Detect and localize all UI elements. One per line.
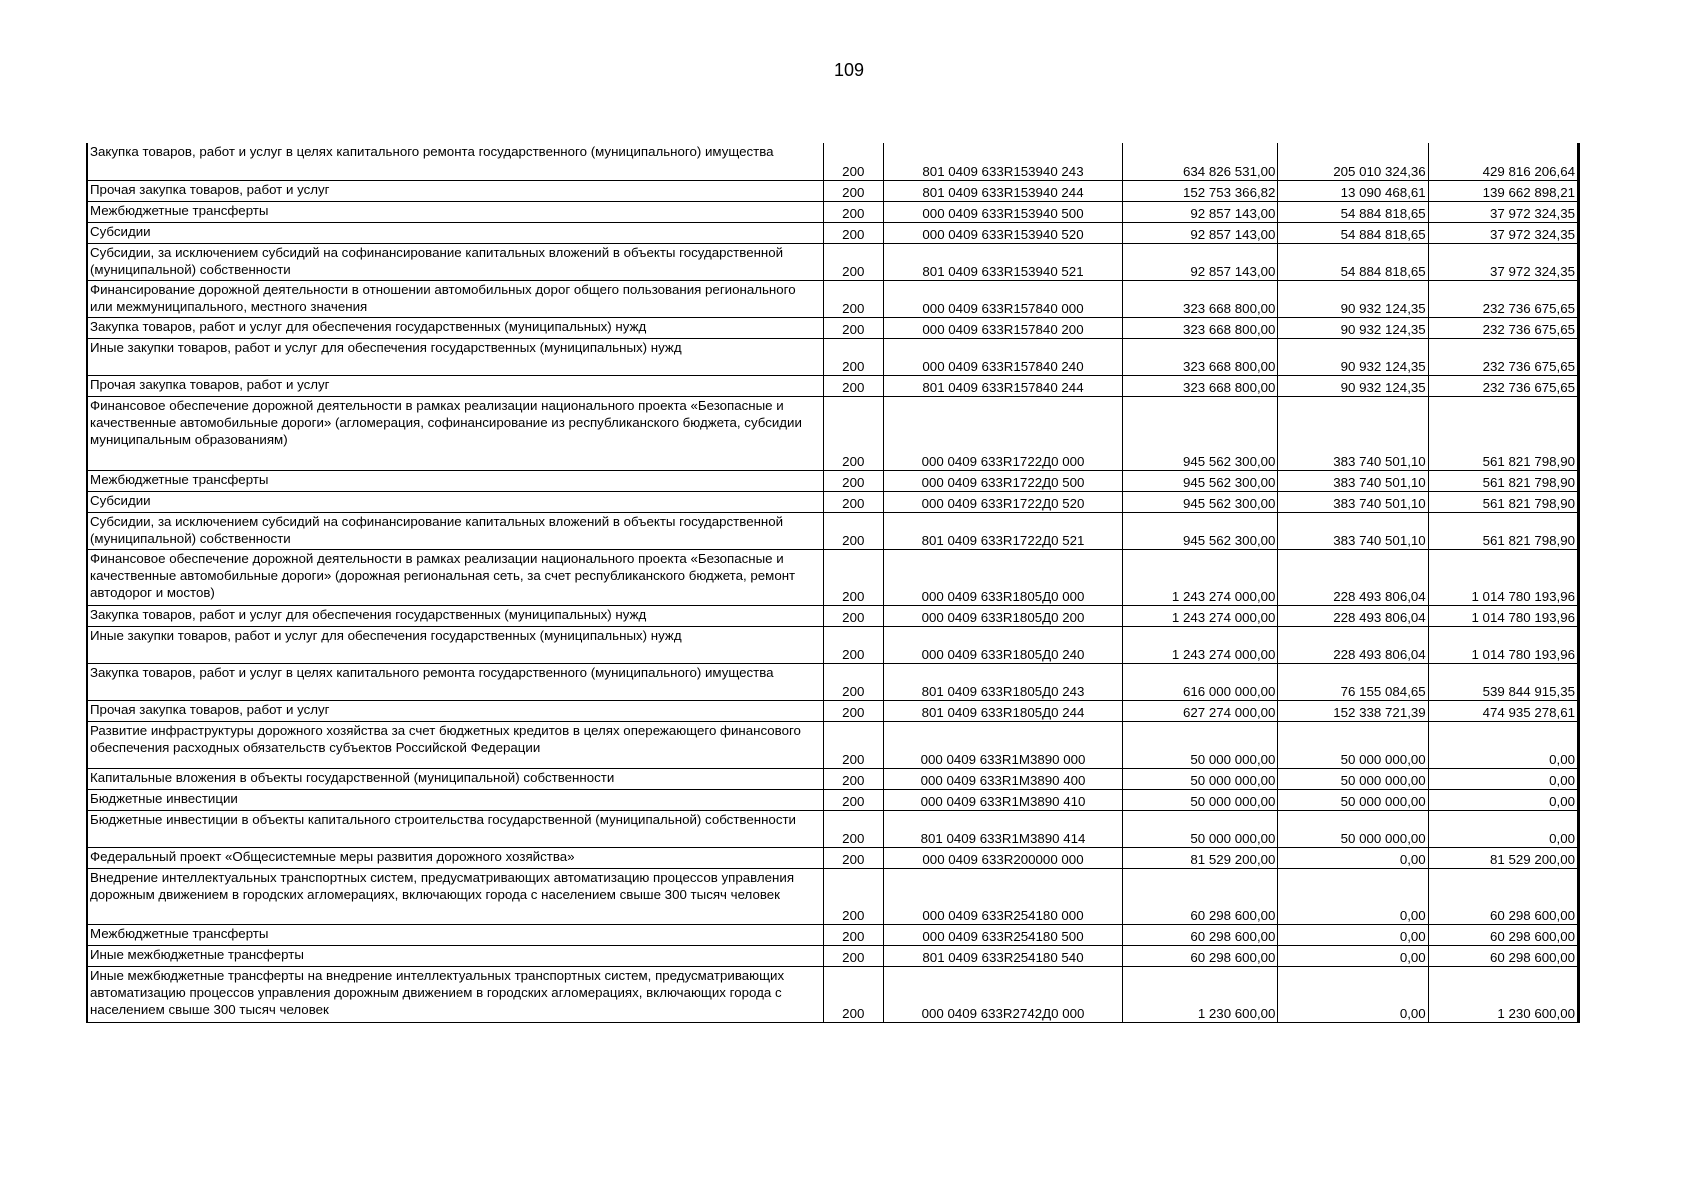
row-approved-amount-cell: 50 000 000,00 [1123,768,1278,789]
row-code-cell: 200 [823,317,883,338]
row-name-cell [87,180,823,201]
row-approved-amount-cell: 60 298 600,00 [1123,868,1278,924]
row-approved-amount-cell: 634 826 531,00 [1123,143,1278,180]
row-classification-code-cell: 000 0409 633R157840 200 [883,317,1122,338]
row-approved-amount-cell: 1 243 274 000,00 [1123,549,1278,605]
row-classification-code-cell: 000 0409 633R254180 500 [883,924,1122,945]
row-name-cell [87,768,823,789]
table-row [87,338,1579,375]
row-name-text: Субсидии [90,223,151,239]
row-classification-code-cell: 000 0409 633R1722Д0 500 [883,470,1122,491]
row-classification-code-cell: 801 0409 633R153940 243 [883,143,1122,180]
row-code-cell: 200 [823,375,883,396]
table-row [87,201,1579,222]
row-code-cell: 200 [823,243,883,280]
table-row [87,470,1579,491]
row-name-cell [87,966,823,1022]
row-approved-amount-cell: 1 243 274 000,00 [1123,605,1278,626]
row-name-cell [87,470,823,491]
row-executed-amount-cell: 90 932 124,35 [1278,375,1428,396]
row-classification-code-cell: 000 0409 633R157840 000 [883,280,1122,317]
row-approved-amount-cell: 616 000 000,00 [1123,663,1278,700]
row-unexecuted-amount-cell: 1 014 780 193,96 [1428,626,1578,663]
row-executed-amount-cell: 0,00 [1278,924,1428,945]
row-executed-amount-cell: 152 338 721,39 [1278,700,1428,721]
row-code-cell: 200 [823,663,883,700]
row-executed-amount-cell: 50 000 000,00 [1278,810,1428,847]
row-name-text: Бюджетные инвестиции [90,790,238,806]
table-row [87,512,1579,549]
row-name-text: Межбюджетные трансферты [90,202,269,218]
row-unexecuted-amount-cell: 1 014 780 193,96 [1428,605,1578,626]
row-unexecuted-amount-cell: 0,00 [1428,810,1578,847]
row-name-text: Капитальные вложения в объекты государственной (муниципальной) собственности [90,769,615,785]
row-unexecuted-amount-cell: 561 821 798,90 [1428,512,1578,549]
row-name-cell [87,924,823,945]
row-executed-amount-cell: 0,00 [1278,847,1428,868]
table-row [87,180,1579,201]
row-classification-code-cell: 000 0409 633R1722Д0 520 [883,491,1122,512]
row-code-cell: 200 [823,280,883,317]
row-executed-amount-cell: 383 740 501,10 [1278,491,1428,512]
row-executed-amount-cell: 383 740 501,10 [1278,396,1428,470]
row-name-cell [87,721,823,768]
table-row [87,317,1579,338]
row-approved-amount-cell: 50 000 000,00 [1123,721,1278,768]
row-unexecuted-amount-cell: 37 972 324,35 [1428,222,1578,243]
page-number: 109 [833,60,865,80]
row-code-cell: 200 [823,966,883,1022]
row-executed-amount-cell: 0,00 [1278,966,1428,1022]
row-name-text: Субсидии, за исключением субсидий на софинансирование капитальных вложений в объекты государственной (муниципальной) собственности [90,244,784,277]
row-classification-code-cell: 801 0409 633R157840 244 [883,375,1122,396]
row-unexecuted-amount-cell: 60 298 600,00 [1428,868,1578,924]
row-executed-amount-cell: 50 000 000,00 [1278,721,1428,768]
row-classification-code-cell: 801 0409 633R153940 521 [883,243,1122,280]
row-executed-amount-cell: 383 740 501,10 [1278,512,1428,549]
row-approved-amount-cell: 92 857 143,00 [1123,243,1278,280]
row-classification-code-cell: 000 0409 633R1805Д0 000 [883,549,1122,605]
row-name-text: Межбюджетные трансферты [90,471,269,487]
row-code-cell: 200 [823,470,883,491]
row-approved-amount-cell: 627 274 000,00 [1123,700,1278,721]
row-executed-amount-cell: 50 000 000,00 [1278,768,1428,789]
row-name-cell [87,810,823,847]
row-executed-amount-cell: 54 884 818,65 [1278,222,1428,243]
row-name-cell [87,143,823,180]
row-approved-amount-cell: 60 298 600,00 [1123,924,1278,945]
row-executed-amount-cell: 90 932 124,35 [1278,280,1428,317]
row-classification-code-cell: 000 0409 633R2742Д0 000 [883,966,1122,1022]
row-unexecuted-amount-cell: 232 736 675,65 [1428,280,1578,317]
row-name-cell [87,338,823,375]
row-name-cell [87,549,823,605]
table-row [87,243,1579,280]
row-approved-amount-cell: 50 000 000,00 [1123,810,1278,847]
table-row [87,549,1579,605]
row-code-cell: 200 [823,924,883,945]
row-code-cell: 200 [823,626,883,663]
row-approved-amount-cell: 945 562 300,00 [1123,512,1278,549]
row-unexecuted-amount-cell: 232 736 675,65 [1428,338,1578,375]
table-row [87,605,1579,626]
row-code-cell: 200 [823,201,883,222]
table-row [87,789,1579,810]
row-unexecuted-amount-cell: 81 529 200,00 [1428,847,1578,868]
row-executed-amount-cell: 76 155 084,65 [1278,663,1428,700]
row-name-text: Закупка товаров, работ и услуг для обеспечения государственных (муниципальных) нужд [90,606,647,622]
row-approved-amount-cell: 92 857 143,00 [1123,201,1278,222]
row-name-text: Финансовое обеспечение дорожной деятельности в рамках реализации национального проекта «Безопасные и качественные автомобильные дороги» (агломерация, софинансирование из республиканского бюджета, субсидии муниципальным образованиям) [90,397,802,447]
row-approved-amount-cell: 50 000 000,00 [1123,789,1278,810]
row-approved-amount-cell: 323 668 800,00 [1123,375,1278,396]
row-code-cell: 200 [823,180,883,201]
row-classification-code-cell: 000 0409 633R1805Д0 240 [883,626,1122,663]
row-approved-amount-cell: 152 753 366,82 [1123,180,1278,201]
row-executed-amount-cell: 228 493 806,04 [1278,605,1428,626]
row-executed-amount-cell: 13 090 468,61 [1278,180,1428,201]
row-code-cell: 200 [823,549,883,605]
row-code-cell: 200 [823,789,883,810]
row-name-text: Федеральный проект «Общесистемные меры развития дорожного хозяйства» [90,848,575,864]
row-name-text: Закупка товаров, работ и услуг в целях капитального ремонта государственного (муниципального) имущества [90,144,774,159]
row-name-text: Иные межбюджетные трансферты [90,946,304,962]
row-name-cell [87,375,823,396]
row-code-cell: 200 [823,847,883,868]
row-classification-code-cell: 801 0409 633R1805Д0 244 [883,700,1122,721]
row-code-cell: 200 [823,605,883,626]
row-name-text: Иные межбюджетные трансферты на внедрение интеллектуальных транспортных систем, предусматривающих автоматизацию процессов управления дорожным движением в городских агломерациях, включающих города с населением свыше 300 тысяч человек [90,967,785,1017]
table-body [87,143,1579,1022]
table-row [87,721,1579,768]
row-classification-code-cell: 000 0409 633R254180 000 [883,868,1122,924]
row-classification-code-cell: 000 0409 633R200000 000 [883,847,1122,868]
row-code-cell: 200 [823,868,883,924]
row-code-cell: 200 [823,338,883,375]
row-approved-amount-cell: 81 529 200,00 [1123,847,1278,868]
row-executed-amount-cell: 205 010 324,36 [1278,143,1428,180]
row-name-text: Прочая закупка товаров, работ и услуг [90,376,330,392]
row-unexecuted-amount-cell: 561 821 798,90 [1428,470,1578,491]
row-classification-code-cell: 801 0409 633R254180 540 [883,945,1122,966]
row-unexecuted-amount-cell: 1 230 600,00 [1428,966,1578,1022]
row-name-cell [87,700,823,721]
row-code-cell: 200 [823,945,883,966]
table-row [87,375,1579,396]
row-executed-amount-cell: 50 000 000,00 [1278,789,1428,810]
row-name-cell [87,605,823,626]
table-row [87,280,1579,317]
row-classification-code-cell: 000 0409 633R157840 240 [883,338,1122,375]
row-name-text: Бюджетные инвестиции в объекты капитального строительства государственной (муниципальной) собственности [90,811,796,827]
row-unexecuted-amount-cell: 139 662 898,21 [1428,180,1578,201]
row-name-text: Субсидии [90,492,151,508]
row-unexecuted-amount-cell: 429 816 206,64 [1428,143,1578,180]
row-executed-amount-cell: 0,00 [1278,945,1428,966]
row-unexecuted-amount-cell: 232 736 675,65 [1428,317,1578,338]
row-unexecuted-amount-cell: 539 844 915,35 [1428,663,1578,700]
row-unexecuted-amount-cell: 37 972 324,35 [1428,201,1578,222]
row-classification-code-cell: 000 0409 633R1805Д0 200 [883,605,1122,626]
row-classification-code-cell: 801 0409 633R1M3890 414 [883,810,1122,847]
row-name-cell [87,626,823,663]
table-row [87,768,1579,789]
row-unexecuted-amount-cell: 1 014 780 193,96 [1428,549,1578,605]
row-classification-code-cell: 801 0409 633R1722Д0 521 [883,512,1122,549]
row-approved-amount-cell: 1 230 600,00 [1123,966,1278,1022]
row-classification-code-cell: 000 0409 633R1722Д0 000 [883,396,1122,470]
row-name-text: Закупка товаров, работ и услуг в целях капитального ремонта государственного (муниципального) имущества [90,664,774,680]
table-row [87,396,1579,470]
row-approved-amount-cell: 323 668 800,00 [1123,317,1278,338]
row-unexecuted-amount-cell: 60 298 600,00 [1428,924,1578,945]
row-unexecuted-amount-cell: 37 972 324,35 [1428,243,1578,280]
row-unexecuted-amount-cell: 474 935 278,61 [1428,700,1578,721]
row-executed-amount-cell: 0,00 [1278,868,1428,924]
table-row [87,945,1579,966]
table-row [87,143,1579,180]
row-executed-amount-cell: 90 932 124,35 [1278,338,1428,375]
row-unexecuted-amount-cell: 0,00 [1428,721,1578,768]
table-row [87,491,1579,512]
row-approved-amount-cell: 60 298 600,00 [1123,945,1278,966]
table-row [87,847,1579,868]
row-classification-code-cell: 801 0409 633R153940 244 [883,180,1122,201]
row-name-cell [87,222,823,243]
row-code-cell: 200 [823,700,883,721]
row-name-text: Прочая закупка товаров, работ и услуг [90,701,330,717]
row-approved-amount-cell: 323 668 800,00 [1123,338,1278,375]
row-classification-code-cell: 000 0409 633R1M3890 400 [883,768,1122,789]
row-name-cell [87,789,823,810]
row-code-cell: 200 [823,491,883,512]
row-name-text: Иные закупки товаров, работ и услуг для обеспечения государственных (муниципальных) нужд [90,339,682,355]
row-name-cell [87,512,823,549]
row-name-cell [87,868,823,924]
row-classification-code-cell: 000 0409 633R1M3890 000 [883,721,1122,768]
table-row [87,924,1579,945]
row-unexecuted-amount-cell: 0,00 [1428,789,1578,810]
row-name-cell [87,280,823,317]
row-name-text: Внедрение интеллектуальных транспортных систем, предусматривающих автоматизацию процессов управления дорожным движением в городских агломерациях, включающих города с населением свыше 300 тысяч человек [90,869,795,902]
row-classification-code-cell: 000 0409 633R153940 500 [883,201,1122,222]
row-name-cell [87,243,823,280]
row-name-cell [87,396,823,470]
row-name-cell [87,201,823,222]
row-unexecuted-amount-cell: 561 821 798,90 [1428,491,1578,512]
row-code-cell: 200 [823,721,883,768]
row-approved-amount-cell: 323 668 800,00 [1123,280,1278,317]
row-executed-amount-cell: 90 932 124,35 [1278,317,1428,338]
row-executed-amount-cell: 54 884 818,65 [1278,243,1428,280]
row-code-cell: 200 [823,396,883,470]
row-name-text: Прочая закупка товаров, работ и услуг [90,181,330,197]
row-name-cell [87,317,823,338]
table-row [87,222,1579,243]
row-executed-amount-cell: 54 884 818,65 [1278,201,1428,222]
row-name-cell [87,663,823,700]
row-name-text: Иные закупки товаров, работ и услуг для обеспечения государственных (муниципальных) нужд [90,627,682,643]
row-code-cell: 200 [823,222,883,243]
row-approved-amount-cell: 92 857 143,00 [1123,222,1278,243]
row-name-cell [87,945,823,966]
table-row [87,663,1579,700]
row-classification-code-cell: 801 0409 633R1805Д0 243 [883,663,1122,700]
row-approved-amount-cell: 945 562 300,00 [1123,396,1278,470]
row-code-cell: 200 [823,768,883,789]
row-name-text: Субсидии, за исключением субсидий на софинансирование капитальных вложений в объекты государственной (муниципальной) собственности [90,513,784,546]
row-name-text: Развитие инфраструктуры дорожного хозяйства за счет бюджетных кредитов в целях опережающего финансового обеспечения расходных обязательств субъектов Российской Федерации [90,722,801,755]
row-name-text: Межбюджетные трансферты [90,925,269,941]
row-executed-amount-cell: 383 740 501,10 [1278,470,1428,491]
row-approved-amount-cell: 945 562 300,00 [1123,470,1278,491]
row-name-cell [87,491,823,512]
row-code-cell: 200 [823,143,883,180]
table-row [87,966,1579,1022]
row-unexecuted-amount-cell: 0,00 [1428,768,1578,789]
row-name-text: Закупка товаров, работ и услуг для обеспечения государственных (муниципальных) нужд [90,318,647,334]
table-row [87,626,1579,663]
row-name-text: Финансирование дорожной деятельности в отношении автомобильных дорог общего пользования регионального или межмуниципального, местного значения [90,281,796,314]
table-row [87,700,1579,721]
row-name-cell [87,847,823,868]
row-unexecuted-amount-cell: 232 736 675,65 [1428,375,1578,396]
row-executed-amount-cell: 228 493 806,04 [1278,549,1428,605]
table-row [87,810,1579,847]
row-approved-amount-cell: 1 243 274 000,00 [1123,626,1278,663]
row-unexecuted-amount-cell: 60 298 600,00 [1428,945,1578,966]
row-name-text: Финансовое обеспечение дорожной деятельности в рамках реализации национального проекта «Безопасные и качественные автомобильные дороги» (дорожная региональная сеть, за счет республиканского бюджета, ремонт автодорог и мостов) [90,550,796,600]
row-code-cell: 200 [823,810,883,847]
row-approved-amount-cell: 945 562 300,00 [1123,491,1278,512]
row-code-cell: 200 [823,512,883,549]
row-classification-code-cell: 000 0409 633R153940 520 [883,222,1122,243]
row-classification-code-cell: 000 0409 633R1M3890 410 [883,789,1122,810]
row-executed-amount-cell: 228 493 806,04 [1278,626,1428,663]
budget-execution-table [86,143,1580,1023]
table-row [87,868,1579,924]
row-unexecuted-amount-cell: 561 821 798,90 [1428,396,1578,470]
